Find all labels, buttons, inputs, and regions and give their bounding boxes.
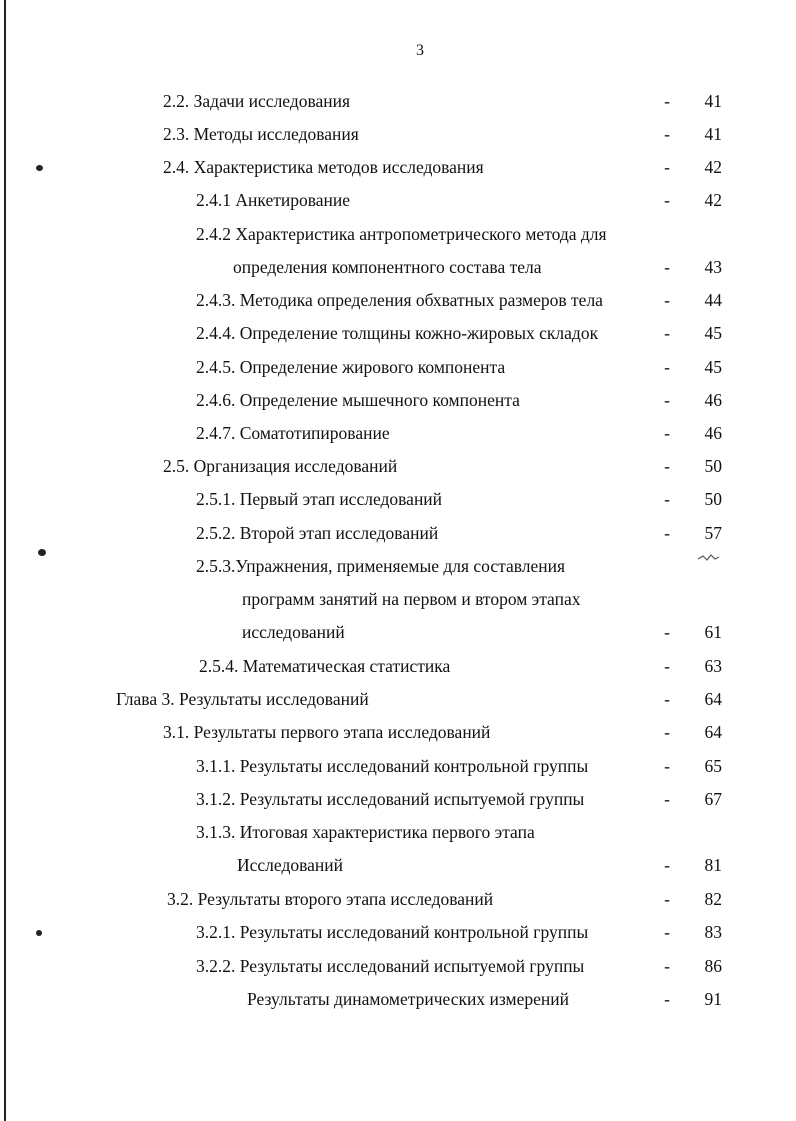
toc-entry-page: 42	[704, 157, 722, 177]
toc-entry-dash: -	[664, 756, 670, 776]
toc-entry-page: 91	[704, 989, 722, 1009]
toc-entry-text: 2.2. Задачи исследования	[163, 91, 351, 111]
scan-smudge	[697, 553, 723, 563]
toc-entry-page: 86	[704, 956, 722, 976]
toc-entry-page: 81	[704, 855, 722, 875]
toc-entry-page: 64	[704, 689, 722, 709]
toc-entry-dash: -	[664, 423, 670, 443]
toc-entry-text: 2.3. Методы исследования	[163, 124, 359, 144]
toc-entry-page: 82	[704, 889, 722, 909]
toc-entry-page: 50	[704, 489, 722, 509]
page-number: 3	[416, 42, 424, 59]
page-edge-line	[4, 0, 6, 1121]
scan-speck	[36, 930, 42, 936]
toc-entry-dash: -	[664, 257, 670, 277]
toc-entry-dash: -	[664, 124, 670, 144]
toc-entry-text: 2.5.2. Второй этап исследований	[196, 523, 439, 543]
toc-chapter-heading: Глава 3. Результаты исследований	[116, 689, 369, 709]
toc-entry-text: 3.1.2. Результаты исследований испытуемой группы	[196, 789, 585, 809]
toc-entry-dash: -	[664, 922, 670, 942]
toc-entry-page: 67	[704, 789, 722, 809]
toc-entry-dash: -	[664, 290, 670, 310]
toc-entry-dash: -	[664, 989, 670, 1009]
toc-entry-page: 50	[704, 456, 722, 476]
toc-entry-dash: -	[664, 489, 670, 509]
toc-entry-page: 46	[704, 423, 722, 443]
scan-speck	[36, 165, 43, 171]
toc-entry-page: 83	[704, 922, 722, 942]
toc-entry-text: 2.4.7. Соматотипирование	[196, 423, 390, 443]
toc-entry-text: 2.5. Организация исследований	[163, 456, 398, 476]
toc-entry-page: 45	[704, 323, 722, 343]
toc-entry-text: 2.5.3.Упражнения, применяемые для составления	[196, 556, 566, 576]
toc-entry-text: Результаты динамометрических измерений	[247, 989, 569, 1009]
toc-entry-text: 3.2.1. Результаты исследований контрольной группы	[196, 922, 589, 942]
toc-entry-text: 2.4.5. Определение жирового компонента	[196, 357, 506, 377]
toc-entry-dash: -	[664, 889, 670, 909]
toc-entry-page: 43	[704, 257, 722, 277]
toc-entry-page: 41	[704, 124, 722, 144]
toc-entry-text: 2.4.2 Характеристика антропометрического метода для	[196, 224, 607, 244]
toc-entry-text: определения компонентного состава тела	[233, 257, 542, 277]
toc-entry-text: программ занятий на первом и втором этапах	[242, 589, 581, 609]
toc-entry-page: 41	[704, 91, 722, 111]
toc-entry-text: 3.2.2. Результаты исследований испытуемой группы	[196, 956, 585, 976]
toc-entry-dash: -	[664, 390, 670, 410]
toc-entry-page: 46	[704, 390, 722, 410]
toc-entry-page: 65	[704, 756, 722, 776]
toc-entry-text: 3.2. Результаты второго этапа исследований	[167, 889, 494, 909]
toc-entry-text: 2.4.4. Определение толщины кожно-жировых складок	[196, 323, 599, 343]
toc-entry-page: 61	[704, 622, 722, 642]
toc-entry-dash: -	[664, 456, 670, 476]
toc-entry-page: 57	[704, 523, 722, 543]
toc-entry-dash: -	[664, 722, 670, 742]
scan-speck	[38, 549, 46, 556]
toc-entry-page: 64	[704, 722, 722, 742]
toc-entry-dash: -	[664, 956, 670, 976]
toc-entry-text: 2.4.6. Определение мышечного компонента	[196, 390, 520, 410]
toc-entry-dash: -	[664, 789, 670, 809]
toc-entry-dash: -	[664, 656, 670, 676]
toc-entry-dash: -	[664, 689, 670, 709]
toc-entry-dash: -	[664, 855, 670, 875]
toc-entry-dash: -	[664, 323, 670, 343]
toc-entry-page: 63	[704, 656, 722, 676]
toc-entry-page: 42	[704, 190, 722, 210]
toc-entry-text: 3.1.1. Результаты исследований контрольной группы	[196, 756, 589, 776]
toc-entry-page: 44	[704, 290, 722, 310]
toc-entry-dash: -	[664, 190, 670, 210]
toc-entry-text: 2.4.3. Методика определения обхватных размеров тела	[196, 290, 603, 310]
toc-entry-text: 3.1. Результаты первого этапа исследований	[163, 722, 491, 742]
toc-entry-dash: -	[664, 157, 670, 177]
toc-entry-text: 2.5.1. Первый этап исследований	[196, 489, 443, 509]
toc-entry-dash: -	[664, 622, 670, 642]
toc-entry-page: 45	[704, 357, 722, 377]
toc-entry-dash: -	[664, 91, 670, 111]
toc-entry-dash: -	[664, 357, 670, 377]
toc-entry-text: Исследований	[237, 855, 343, 875]
toc-entry-text: 2.4. Характеристика методов исследования	[163, 157, 484, 177]
toc-entry-dash: -	[664, 523, 670, 543]
toc-entry-text: 2.4.1 Анкетирование	[196, 190, 351, 210]
toc-entry-text: 3.1.3. Итоговая характеристика первого этапа	[196, 822, 535, 842]
toc-entry-text: 2.5.4. Математическая статистика	[199, 656, 451, 676]
toc-entry-text: исследований	[242, 622, 345, 642]
